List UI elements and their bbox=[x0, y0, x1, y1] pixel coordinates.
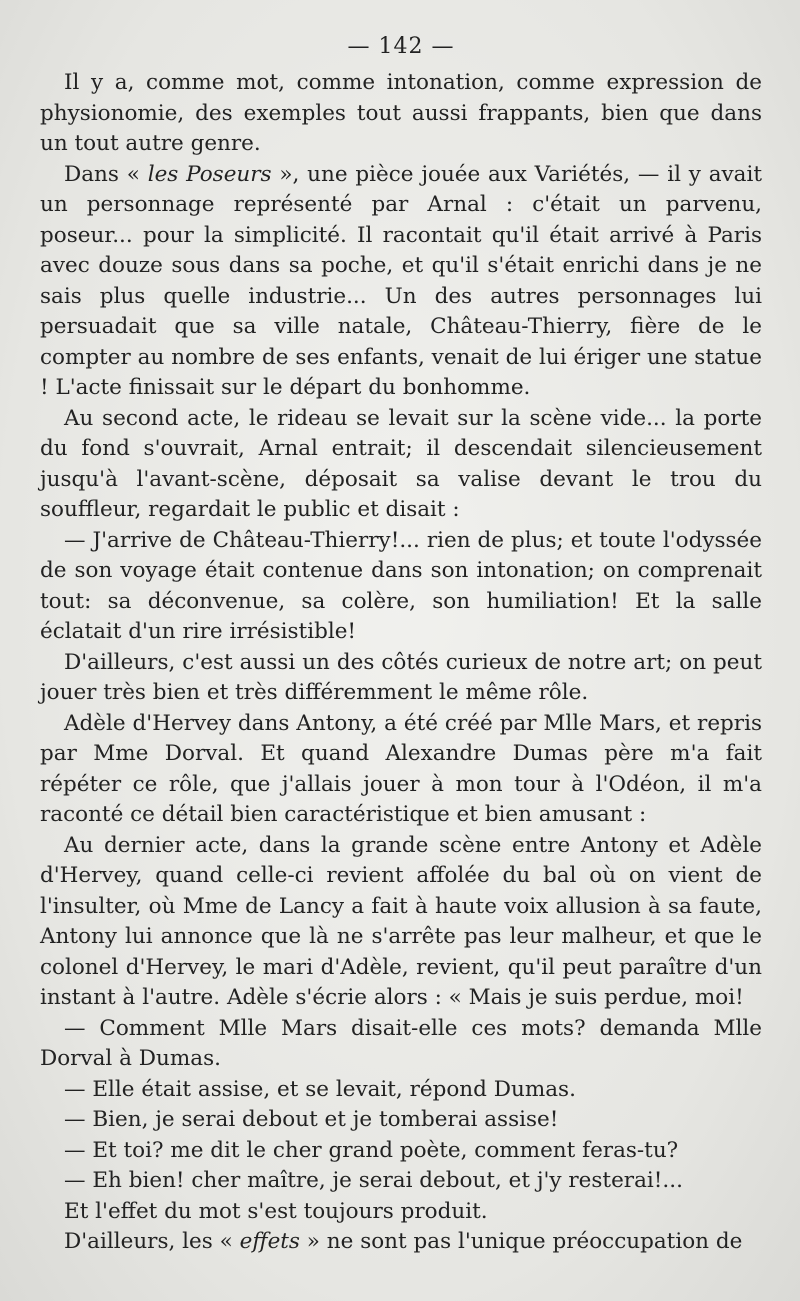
dialogue-line: — J'arrive de Château-Thierry!... rien de plus; et toute l'odyssée de son voyage était contenue dans son intonation; on comprenait tout: sa déconvenue, sa colère, son humiliation! Et la salle éclatait d'un rire irrésistible! bbox=[40, 527, 762, 644]
dialogue-line: — Eh bien! cher maître, je serai debout, et j'y resterai!... bbox=[64, 1168, 683, 1193]
dialogue-line: — Et toi? me dit le cher grand poète, comment feras-tu? bbox=[64, 1137, 679, 1163]
dialogue-line: — Comment Mlle Mars disait-elle ces mots? demanda Mlle Dorval à Dumas. bbox=[40, 1015, 762, 1071]
italic-word-effets: effets bbox=[239, 1229, 300, 1254]
paragraph-1: Il y a, comme mot, comme intonation, comme expression de physionomie, des exemples tout aussi frappants, bien que dans un tout autre genre. bbox=[40, 70, 762, 156]
paragraph-2-start: Dans « bbox=[64, 161, 148, 187]
paragraph-14 bbox=[40, 1227, 762, 1258]
paragraph-14-rest: » ne sont pas l'unique préoccupation de bbox=[299, 1229, 743, 1254]
dialogue-line: — Elle était assise, et se levait, répond Dumas. bbox=[64, 1076, 576, 1102]
paragraph-2-rest: », une pièce jouée aux Variétés, — il y avait un personnage représenté par Arnal : c'était un parvenu, poseur... pour la simplicité. Il racontait qu'il était arrivé à Paris avec douze sous dans sa poche, et qu'il s'était enrichi dans je ne sais plus quelle industrie... Un des autres personnages lui persuadait que sa ville natale, Château-Thierry, fière de le compter au nombre de ses enfants, venait de lui ériger une statue ! L'acte finissait sur le départ du bonhomme. bbox=[40, 161, 763, 400]
paragraph-5: D'ailleurs, c'est aussi un des côtés curieux de notre art; on peut jouer très bien et très différemment le même rôle. bbox=[40, 649, 762, 705]
paragraph-3: Au second acte, le rideau se levait sur la scène vide... la porte du fond s'ouvrait, Arnal entrait; il descendait silencieusement jusqu'à l'avant-scène, déposait sa valise devant le trou du souffleur, regardait le public et disait : bbox=[40, 405, 762, 522]
dialogue-line: — Bien, je serai debout et je tomberai assise! bbox=[64, 1107, 559, 1132]
paragraph-14-start: D'ailleurs, les « bbox=[64, 1229, 240, 1254]
page-number: — 142 — bbox=[347, 34, 455, 59]
paragraph-7: Au dernier acte, dans la grande scène entre Antony et Adèle d'Hervey, quand celle-ci revient affolée du bal où on vient de l'insulter, où Mme de Lancy a fait à haute voix allusion à sa faute, Antony lui annonce que là ne s'arrête pas leur malheur, et que le colonel d'Hervey, le mari d'Adèle, revient, qu'il peut paraître d'un instant à l'autre. Adèle s'écrie alors : « Mais je suis perdue, moi! bbox=[40, 832, 762, 1010]
paragraph-6: Adèle d'Hervey dans Antony, a été créé par Mlle Mars, et repris par Mme Dorval. Et quand Alexandre Dumas père m'a fait répéter ce rôle, que j'allais jouer à mon tour à l'Odéon, il m'a raconté ce détail bien caractéristique et bien amusant : bbox=[40, 710, 762, 827]
paragraph-2 bbox=[40, 160, 762, 404]
paragraph-13: Et l'effet du mot s'est toujours produit. bbox=[64, 1198, 488, 1224]
play-title-les-poseurs: les Poseurs bbox=[147, 161, 272, 187]
